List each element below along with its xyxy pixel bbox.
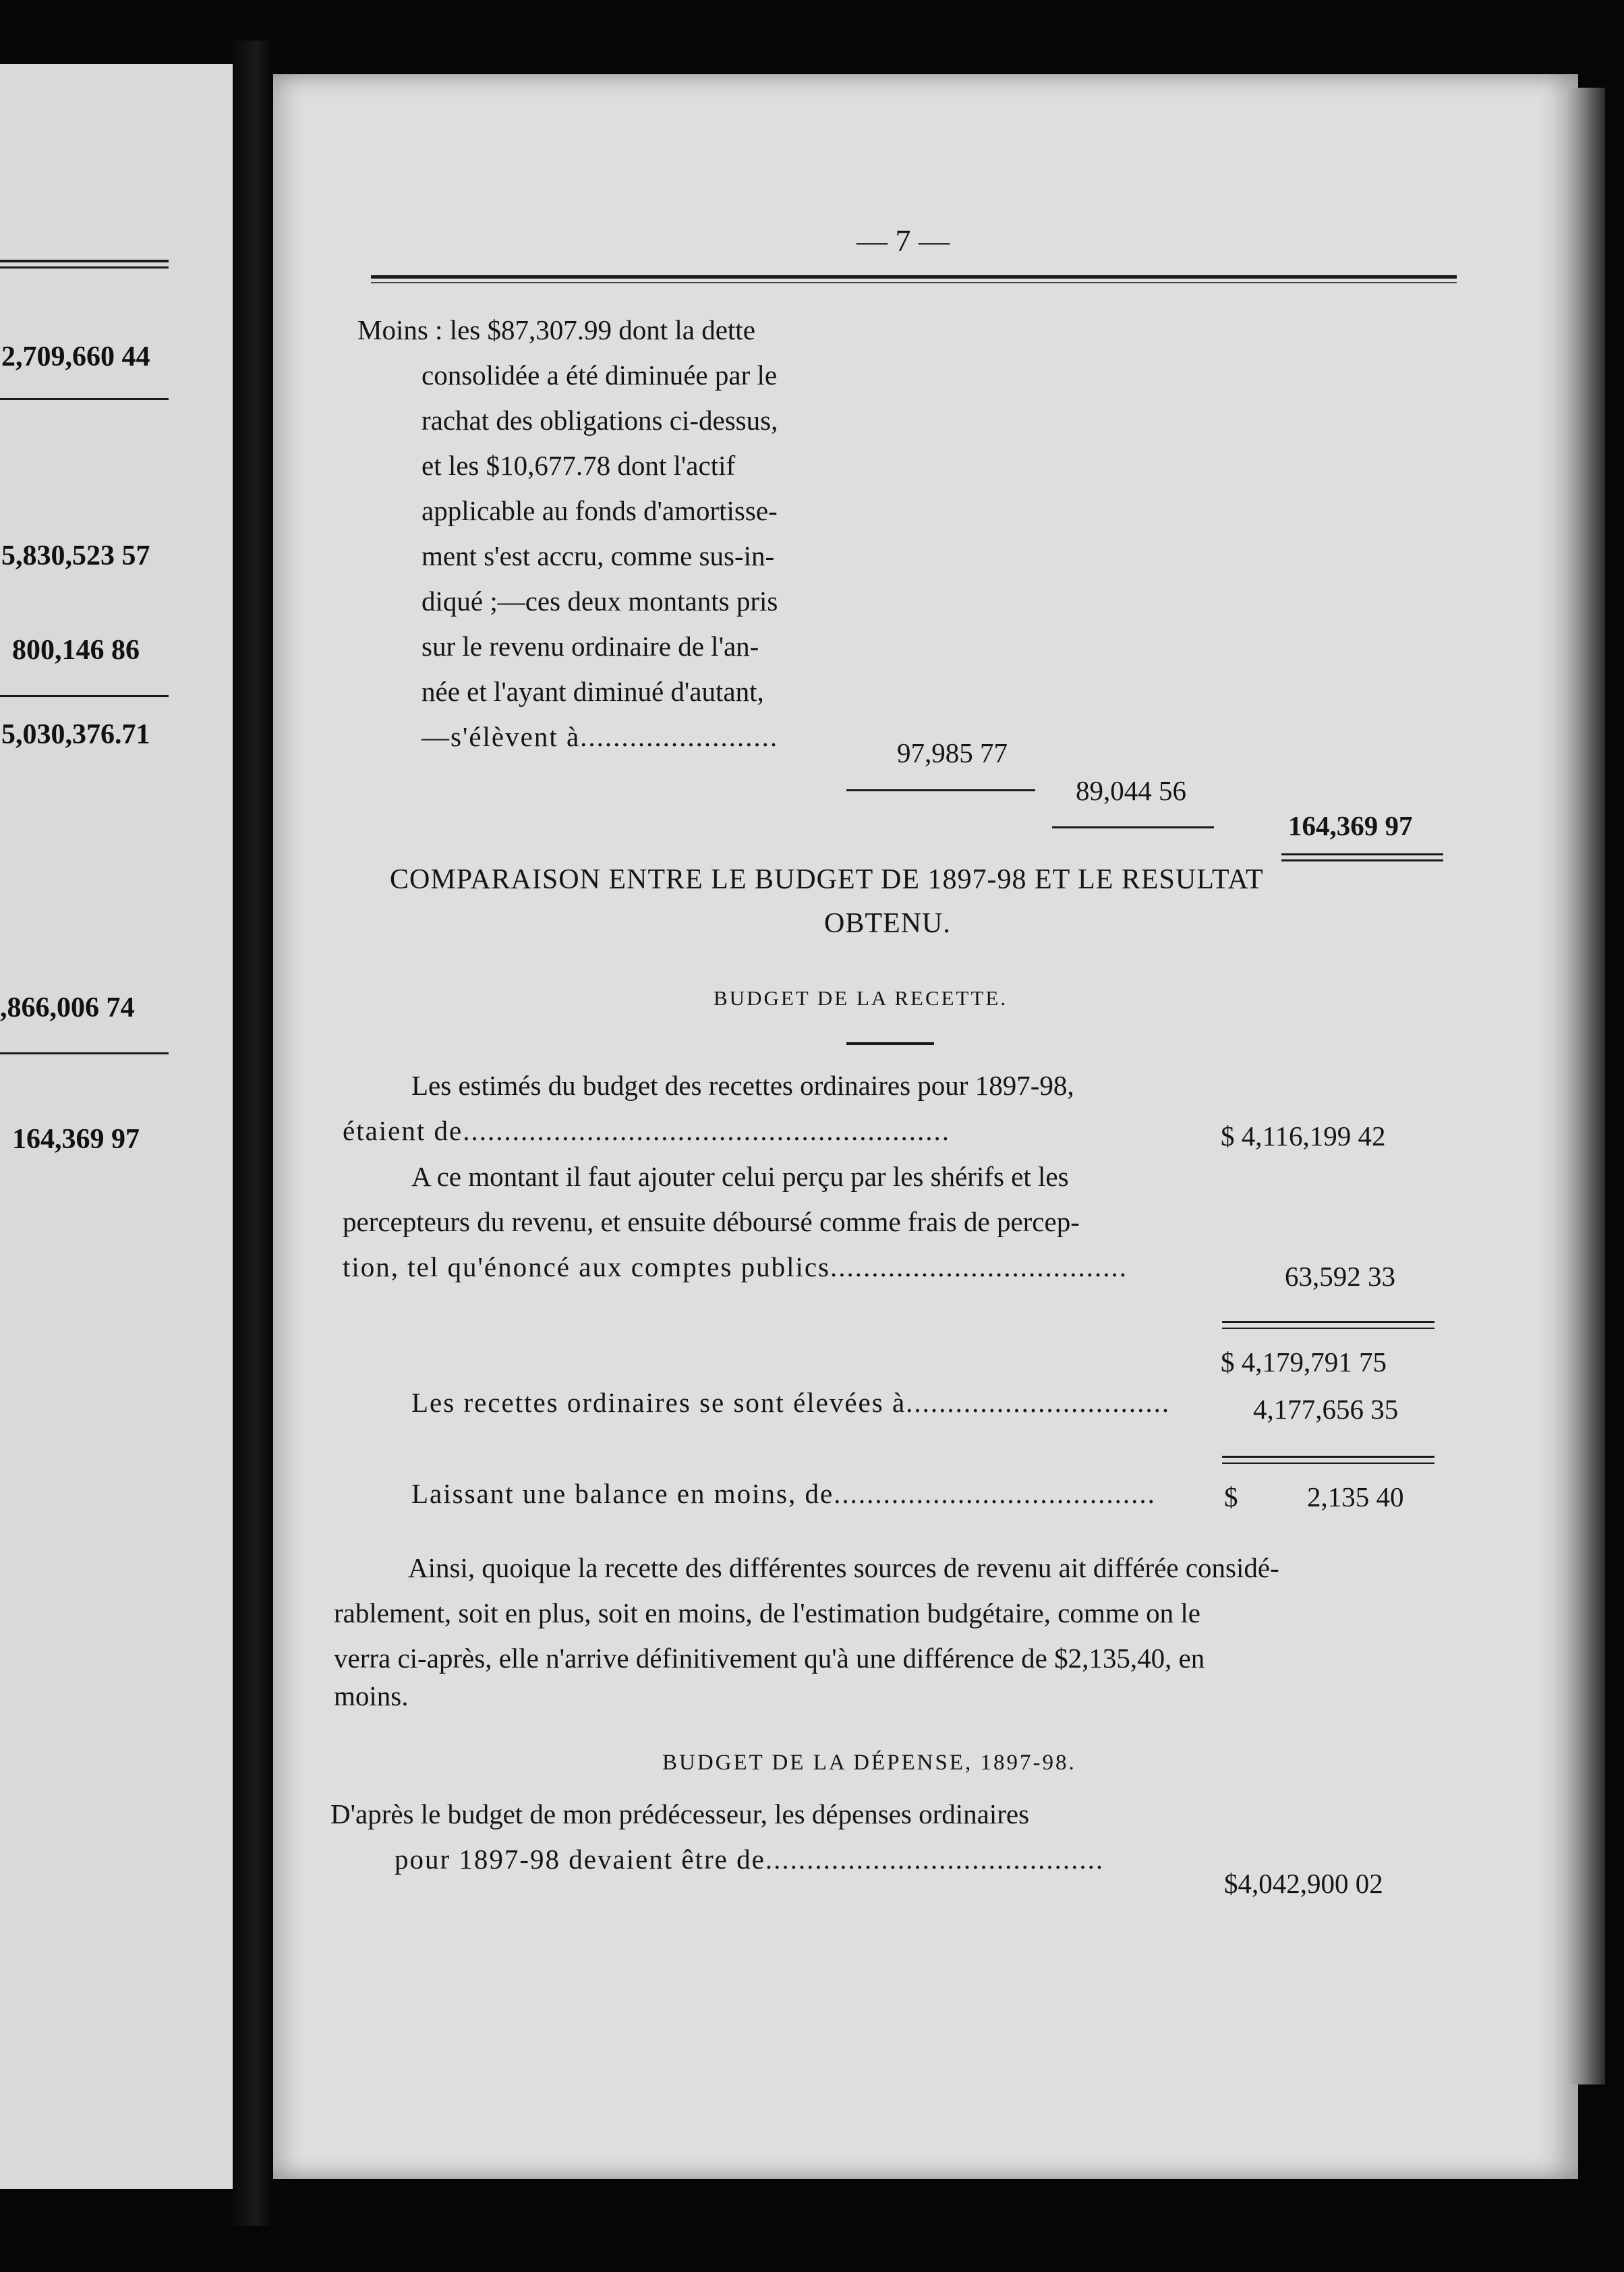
sum-rule <box>1052 826 1214 828</box>
header-rule <box>371 275 1457 279</box>
depense-heading: BUDGET DE LA DÉPENSE, 1897-98. <box>662 1751 1076 1775</box>
left-rule <box>0 1052 169 1054</box>
moins-amount-2: 89,044 56 <box>1076 775 1186 806</box>
left-amount: 164,369 97 <box>12 1124 140 1155</box>
spine-label-mark <box>1568 998 1598 1471</box>
balance-amount: 2,135 40 <box>1307 1481 1404 1512</box>
recette-para-line: étaient de........................................................... <box>343 1115 950 1146</box>
moins-line: ment s'est accru, comme sus-in- <box>422 540 775 571</box>
left-rule <box>0 266 169 268</box>
balance-label: Laissant une balance en moins, de....................................... <box>411 1478 1156 1509</box>
left-rule <box>0 695 169 697</box>
sheriffs-amount: 63,592 33 <box>1285 1261 1395 1292</box>
left-amount: 5,830,523 57 <box>1 540 150 571</box>
ainsi-line: Ainsi, quoique la recette des différentes sources de revenu ait différée considé- <box>408 1552 1279 1583</box>
left-amount: ,866,006 74 <box>0 992 135 1023</box>
moins-line: rachat des obligations ci-dessus, <box>422 405 778 436</box>
moins-line: —s'élèvent à........................ <box>422 721 779 752</box>
recette-para-line: A ce montant il faut ajouter celui perçu par les shérifs et les <box>411 1161 1069 1192</box>
page-number: — 7 — <box>857 223 950 258</box>
left-amount: 2,709,660 44 <box>1 341 150 372</box>
moins-line: applicable au fonds d'amortisse- <box>422 495 778 526</box>
moins-amount-3: 164,369 97 <box>1288 810 1413 841</box>
comparison-title-cont: OBTENU. <box>824 908 951 939</box>
moins-line: née et l'ayant diminué d'autant, <box>422 676 764 707</box>
depense-line: pour 1897-98 devaient être de......................................... <box>395 1844 1105 1875</box>
left-rule <box>0 260 169 262</box>
depense-amount: $4,042,900 02 <box>1224 1868 1383 1899</box>
recette-para-line: Les estimés du budget des recettes ordinaires pour 1897-98, <box>411 1070 1074 1101</box>
moins-line: sur le revenu ordinaire de l'an- <box>422 631 759 662</box>
left-amount: 800,146 86 <box>12 635 140 666</box>
estimate-amount: $ 4,116,199 42 <box>1221 1120 1386 1152</box>
moins-line: et les $10,677.78 dont l'actif <box>422 450 736 481</box>
book-gutter <box>233 40 273 2226</box>
total-double-rule <box>1281 853 1443 855</box>
ainsi-line: rablement, soit en plus, soit en moins, de l'estimation budgétaire, comme on le <box>334 1597 1200 1628</box>
ainsi-line: verra ci-après, elle n'arrive définitivement qu'à une différence de $2,135,40, en <box>334 1643 1205 1674</box>
recettes-amount: 4,177,656 35 <box>1253 1394 1399 1425</box>
recette-heading: BUDGET DE LA RECETTE. <box>714 986 1008 1010</box>
sum-rule <box>1222 1456 1434 1458</box>
left-amount: 5,030,376.71 <box>1 719 150 750</box>
sum-rule <box>846 789 1035 791</box>
recette-para-line: tion, tel qu'énoncé aux comptes publics.................................... <box>343 1251 1128 1282</box>
sum-rule <box>1222 1328 1434 1329</box>
depense-line: D'après le budget de mon prédécesseur, les dépenses ordinaires <box>330 1798 1030 1829</box>
sum-rule <box>1222 1321 1434 1323</box>
balance-dollar: $ <box>1224 1481 1238 1512</box>
sum-amount: $ 4,179,791 75 <box>1221 1346 1387 1378</box>
total-double-rule <box>1281 859 1443 861</box>
recette-para-line: percepteurs du revenu, et ensuite déboursé comme frais de percep- <box>343 1206 1080 1237</box>
sum-rule <box>1222 1462 1434 1464</box>
left-rule <box>0 398 169 400</box>
comparison-title: COMPARAISON ENTRE LE BUDGET DE 1897-98 ET LE RESULTAT <box>390 864 1264 895</box>
moins-line: Moins : les $87,307.99 dont la dette <box>357 314 755 345</box>
header-rule <box>371 282 1457 283</box>
moins-amount-1: 97,985 77 <box>897 737 1008 768</box>
moins-line: consolidée a été diminuée par le <box>422 360 778 391</box>
ainsi-line: moins. <box>334 1680 409 1711</box>
moins-line: diqué ;—ces deux montants pris <box>422 586 778 617</box>
recettes-label: Les recettes ordinaires se sont élevées à................................ <box>411 1387 1171 1418</box>
heading-rule <box>846 1042 934 1045</box>
